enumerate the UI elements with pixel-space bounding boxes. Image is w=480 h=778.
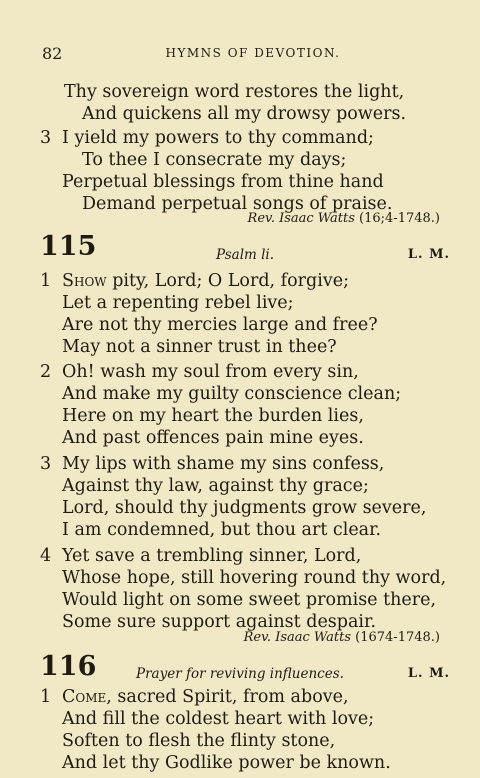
verse-line: Some sure support against despair. <box>62 612 377 632</box>
page-header <box>42 44 450 64</box>
verse-line: And past offences pain mine eyes. <box>62 428 364 448</box>
verse-line: May not a sinner trust in thee? <box>62 337 337 357</box>
verse-line: Whose hope, still hovering round thy word, <box>62 568 447 588</box>
verse-line: Demand perpetual songs of praise. <box>82 194 393 214</box>
hymn-subject: Psalm li. <box>216 247 275 263</box>
verse-line: And let thy Godlike power be known. <box>62 753 391 773</box>
author-name: Rev. Isaac Watts <box>247 211 355 226</box>
verse-line: I yield my powers to thy command; <box>62 128 374 148</box>
hymn-subject: Prayer for reviving influences. <box>136 666 344 682</box>
stanza-number: 3 <box>40 454 52 474</box>
hymn-number: 115 <box>40 231 97 262</box>
verse-line: My lips with shame my sins confess, <box>62 454 385 474</box>
author-dates: (1674-1748.) <box>355 630 440 645</box>
verse-line: And fill the coldest heart with love; <box>62 709 375 729</box>
hymn-meter: L. M. <box>407 247 450 262</box>
stanza-number: 1 <box>40 271 52 291</box>
running-title: HYMNS OF DEVOTION. <box>165 46 341 60</box>
stanza-number: 1 <box>40 687 52 707</box>
first-word: Come, <box>62 687 112 707</box>
stanza-number: 3 <box>40 128 52 148</box>
author-name: Rev. Isaac Watts <box>243 630 352 645</box>
verse-line: Let a repenting rebel live; <box>62 293 294 313</box>
stanza-number: 2 <box>40 362 52 382</box>
verse-line: Perpetual blessings from thine hand <box>62 172 384 192</box>
first-word: Show <box>62 271 107 291</box>
page-number: 82 <box>42 44 63 63</box>
verse-line: To thee I consecrate my days; <box>82 150 347 170</box>
author-dates: (16;4-1748.) <box>359 211 440 226</box>
verse-line: Against thy law, against thy grace; <box>62 476 369 496</box>
verse-line: And make my guilty conscience clean; <box>62 384 402 404</box>
verse-line: And quickens all my drowsy powers. <box>82 104 407 124</box>
attribution <box>248 211 440 226</box>
verse-line: Lord, should thy judgments grow severe, <box>62 498 427 518</box>
verse-line: Yet save a trembling sinner, Lord, <box>62 546 362 566</box>
verse-line: Thy sovereign word restores the light, <box>64 82 405 102</box>
stanza-number: 4 <box>40 546 52 566</box>
verse-line: I am condemned, but thou art clear. <box>62 520 382 540</box>
verse-line: Would light on some sweet promise there, <box>62 590 437 610</box>
verse-line: Show pity, Lord; O Lord, forgive; <box>62 271 349 291</box>
verse-line: Here on my heart the burden lies, <box>62 406 364 426</box>
verse-line: Oh! wash my soul from every sin, <box>62 362 359 382</box>
hymn-number: 116 <box>40 651 97 682</box>
verse-line: Soften to flesh the flinty stone, <box>62 731 336 751</box>
verse-line: Come, sacred Spirit, from above, <box>62 687 349 707</box>
hymn-meter: L. M. <box>407 666 450 681</box>
verse-line: Are not thy mercies large and free? <box>62 315 378 335</box>
attribution <box>244 630 440 645</box>
